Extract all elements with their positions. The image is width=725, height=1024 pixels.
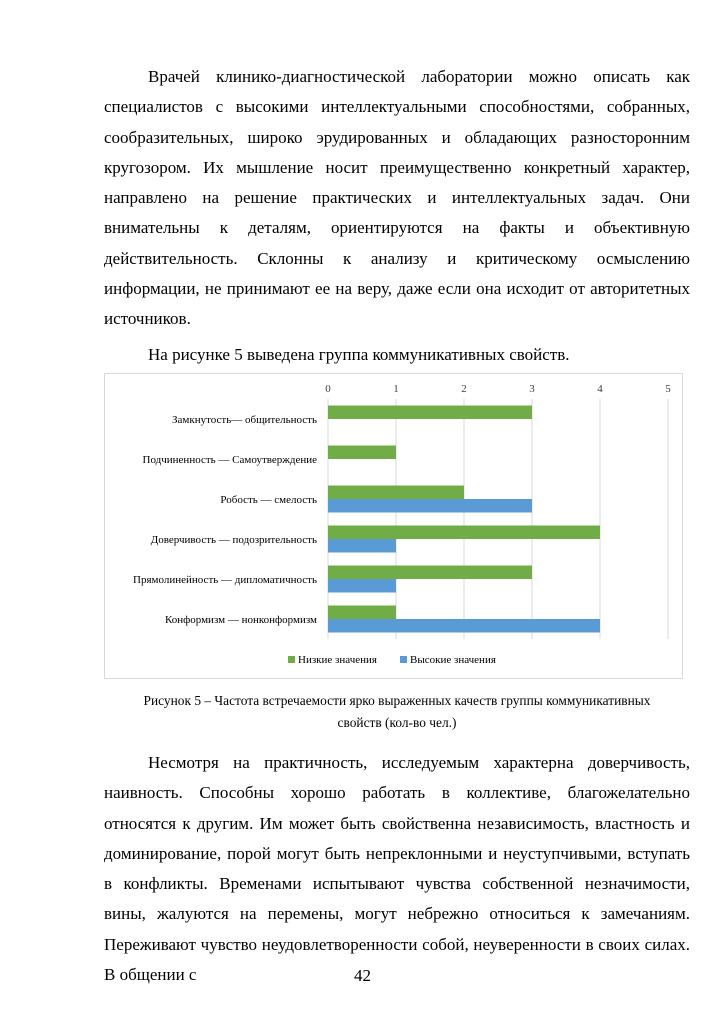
- x-tick-label: 3: [529, 383, 535, 395]
- paragraph-2: Несмотря на практичность, исследуемым характерна доверчивость, наивность. Способны хорошо работать в коллективе, благожелательно относятся к другим. Им может быть свойственна независимость, властность и доминирование, порой могут быть непреклонными и неуступчивыми, вступать в конфликты. Временами испытывают чувства собственной незначимости, вины, жалуются на перемены, могут небрежно относиться к замечаниям. Переживают чувство неудовлетворенности собой, неуверенности в своих силах. В общении с: [104, 753, 690, 985]
- bar: [328, 446, 396, 460]
- bar-chart: [105, 374, 684, 680]
- bar: [328, 526, 600, 540]
- category-label: Подчиненность — Самоутверждение: [142, 454, 317, 466]
- bar: [328, 499, 532, 513]
- legend-label: Низкие значения: [298, 654, 377, 666]
- x-tick-label: 2: [461, 383, 467, 395]
- x-tick-label: 4: [597, 383, 603, 395]
- bar: [328, 566, 532, 580]
- legend-swatch: [400, 656, 407, 663]
- x-tick-label: 5: [665, 383, 671, 395]
- bar: [328, 406, 532, 420]
- figure-caption-line-1: Рисунок 5 – Частота встречаемости ярко выраженных качеств группы коммуникативных: [143, 693, 651, 708]
- page-number: 42: [354, 966, 371, 985]
- paragraph-1: Врачей клинико-диагностической лаборатории можно описать как специалистов с высокими интеллектуальными способностями, собранных, сообразительных, широко эрудированных и обладающих разносторонним кругозором. Их мышление носит преимущественно конкретный характер, направлено на решение практических и интеллектуальных задач. Они внимательны к деталям, ориентируются на факты и объективную действительность. Склонны к анализу и критическому осмыслению информации, не принимают ее на веру, даже если она исходит от авторитетных источников.: [104, 67, 690, 329]
- legend-label: Высокие значения: [410, 654, 496, 666]
- category-label: Робость — смелость: [220, 494, 317, 506]
- bar: [328, 579, 396, 593]
- legend-swatch: [288, 656, 295, 663]
- category-label: Прямолинейность — дипломатичность: [133, 574, 317, 586]
- x-tick-label: 1: [393, 383, 399, 395]
- category-label: Конформизм — нонконформизм: [164, 614, 317, 626]
- figure-intro-paragraph: На рисунке 5 выведена группа коммуникативных свойств.: [148, 345, 570, 364]
- bar: [328, 619, 600, 633]
- chart-container: [104, 373, 683, 679]
- category-label: Доверчивость — подозрительность: [150, 534, 317, 546]
- figure-caption-line-2: свойств (кол-во чел.): [337, 715, 457, 730]
- x-tick-label: 0: [325, 383, 331, 395]
- bar: [328, 606, 396, 620]
- bar: [328, 539, 396, 553]
- bar: [328, 486, 464, 500]
- category-label: Замкнутость— общительность: [172, 414, 317, 426]
